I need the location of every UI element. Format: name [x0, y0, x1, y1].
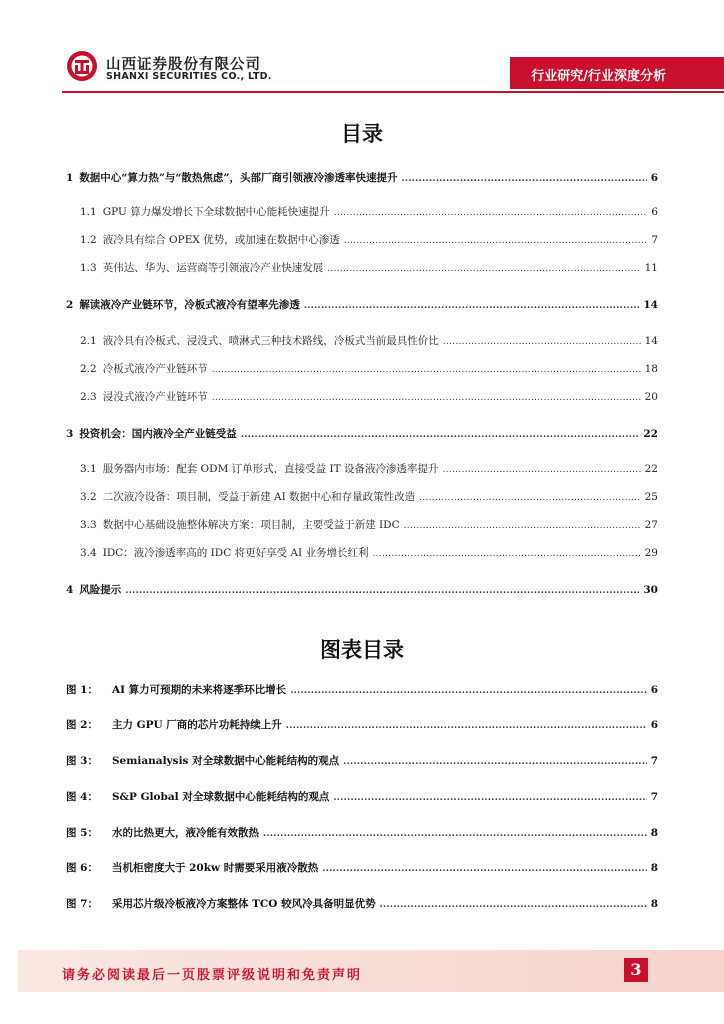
toc-entry-number: 1.1 — [80, 206, 97, 218]
dot-leader — [263, 827, 647, 839]
page-number: 3 — [624, 958, 648, 982]
toc-entry[interactable] — [80, 260, 658, 275]
figure-entry-number: 图 3： — [66, 755, 98, 767]
toc-entry-title: 液冷具有综合 OPEX 优势，或加速在数据中心渗透 — [102, 234, 340, 246]
toc-entry-title: IDC：液冷渗透率高的 IDC 将更好享受 AI 业务增长红利 — [102, 547, 369, 559]
toc-entry-title: 投资机会：国内液冷全产业链受益 — [79, 428, 237, 440]
dot-leader — [241, 428, 640, 440]
toc-entry-title: 二次液冷设备：项目制，受益于新建 AI 数据中心和存量政策性改造 — [102, 491, 416, 503]
toc-entry[interactable] — [66, 426, 658, 441]
dot-leader — [442, 463, 640, 475]
dot-leader — [125, 584, 639, 596]
toc-entry-number: 3.1 — [80, 463, 97, 475]
figure-entry-title: 水的比热更大，液冷能有效散热 — [111, 827, 259, 839]
toc-entry-page: 11 — [644, 262, 658, 274]
dot-leader — [286, 719, 647, 731]
toc-entry-number: 3 — [66, 428, 74, 440]
report-type-banner — [510, 57, 724, 89]
disclaimer-text: 请务必阅读最后一页股票评级说明和免责声明 — [62, 968, 363, 983]
dot-leader — [333, 791, 646, 803]
toc-entry-title: 解读液冷产业链环节，冷板式液冷有望率先渗透 — [79, 299, 300, 311]
figure-entry-number: 图 6： — [66, 862, 98, 874]
toc-entry[interactable] — [66, 170, 658, 185]
toc-entry-number: 1.2 — [80, 234, 97, 246]
figures-title: 图表目录 — [320, 638, 404, 662]
figure-entry[interactable] — [66, 896, 658, 911]
toc-entry-page: 22 — [644, 463, 658, 475]
toc-entry-page: 30 — [643, 584, 658, 596]
toc-entry-number: 1 — [66, 172, 74, 184]
page-footer — [0, 950, 724, 994]
figure-entry-page: 6 — [650, 684, 658, 696]
company-logo-icon — [66, 50, 98, 82]
figure-entry[interactable] — [66, 860, 658, 875]
figure-entry[interactable] — [66, 753, 658, 768]
figure-entry-title: Semianalysis 对全球数据中心能耗结构的观点 — [111, 755, 340, 767]
toc-entry-page: 18 — [644, 363, 658, 375]
toc-entry[interactable] — [80, 361, 658, 376]
toc-entry-number: 2 — [66, 299, 74, 311]
figure-entry-page: 8 — [650, 862, 658, 874]
dot-leader — [372, 547, 640, 559]
toc-entry-page: 6 — [651, 206, 658, 218]
toc-entry[interactable] — [80, 545, 658, 560]
figure-entry-page: 6 — [650, 719, 658, 731]
toc-entry-number: 3.2 — [80, 491, 97, 503]
figure-entry[interactable] — [66, 789, 658, 804]
dot-leader — [380, 898, 647, 910]
company-name-en: SHANXI SECURITIES CO., LTD. — [106, 71, 272, 82]
dot-leader — [322, 862, 646, 874]
figure-entry-page: 7 — [650, 791, 658, 803]
toc-entry[interactable] — [80, 389, 658, 404]
toc-entry-page: 29 — [644, 547, 658, 559]
figure-entry[interactable] — [66, 825, 658, 840]
dot-leader — [404, 519, 641, 531]
dot-leader — [304, 299, 640, 311]
figure-entry-number: 图 5： — [66, 827, 98, 839]
toc-entry-number: 2.2 — [80, 363, 97, 375]
toc-entry[interactable] — [66, 582, 658, 597]
report-type-label: 行业研究/行业深度分析 — [531, 69, 666, 84]
toc-entry[interactable] — [80, 517, 658, 532]
toc-entry-title: 数据中心基础设施整体解决方案：项目制，主要受益于新建 IDC — [102, 519, 400, 531]
toc-entry-page: 14 — [643, 299, 658, 311]
dot-leader — [212, 391, 641, 403]
header-divider — [62, 91, 724, 93]
toc-entry-number: 2.1 — [80, 335, 97, 347]
dot-leader — [419, 491, 641, 503]
toc-entry-title: 液冷具有冷板式、浸没式、喷淋式三种技术路线，冷板式当前最具性价比 — [102, 335, 439, 347]
figure-entry-number: 图 7： — [66, 898, 98, 910]
figure-entry-title: S&P Global 对全球数据中心能耗结构的观点 — [111, 791, 330, 803]
figure-entry-title: 采用芯片级冷板液冷方案整体 TCO 较风冷具备明显优势 — [111, 898, 376, 910]
toc-entry-number: 3.3 — [80, 519, 97, 531]
toc-entry-title: 风险提示 — [79, 584, 122, 596]
figure-entry-page: 7 — [650, 755, 658, 767]
dot-leader — [334, 206, 648, 218]
figure-entry-title: 主力 GPU 厂商的芯片功耗持续上升 — [111, 719, 282, 731]
toc-entry-page: 25 — [644, 491, 658, 503]
dot-leader — [401, 172, 646, 184]
toc-entry-title: 浸没式液冷产业链环节 — [102, 391, 208, 403]
toc-entry[interactable] — [80, 461, 658, 476]
toc-title: 目录 — [341, 122, 383, 146]
toc-entry[interactable] — [80, 489, 658, 504]
toc-entry[interactable] — [80, 204, 658, 219]
toc-entry[interactable] — [80, 232, 658, 247]
figure-entry[interactable] — [66, 682, 658, 697]
dot-leader — [327, 262, 640, 274]
dot-leader — [443, 335, 641, 347]
dot-leader — [290, 684, 647, 696]
toc-entry-number: 2.3 — [80, 391, 97, 403]
toc-entry-page: 14 — [644, 335, 658, 347]
toc-entry-title: 数据中心“算力热”与“散热焦虑”，头部厂商引领液冷渗透率快速提升 — [79, 172, 398, 184]
toc-entry-page: 20 — [644, 391, 658, 403]
toc-entry[interactable] — [66, 297, 658, 312]
figure-entry-page: 8 — [650, 827, 658, 839]
toc-entry-page: 22 — [643, 428, 658, 440]
toc-entry-title: 英伟达、华为、运营商等引领液冷产业快速发展 — [102, 262, 324, 274]
company-name-cn: 山西证券股份有限公司 — [106, 57, 261, 73]
dot-leader — [343, 755, 647, 767]
page-header — [0, 0, 724, 100]
figure-entry-number: 图 1： — [66, 684, 98, 696]
toc-entry[interactable] — [80, 333, 658, 348]
toc-entry-number: 1.3 — [80, 262, 97, 274]
toc-entry-page: 6 — [650, 172, 658, 184]
figure-entry-number: 图 2： — [66, 719, 98, 731]
dot-leader — [344, 234, 648, 246]
figure-entry-title: AI 算力可预期的未来将逐季环比增长 — [111, 684, 287, 696]
toc-entry-title: GPU 算力爆发增长下全球数据中心能耗快速提升 — [102, 206, 330, 218]
toc-entry-title: 冷板式液冷产业链环节 — [102, 363, 208, 375]
toc-entry-page: 27 — [644, 519, 658, 531]
figure-entry-page: 8 — [650, 898, 658, 910]
toc-entry-number: 3.4 — [80, 547, 97, 559]
figure-entry-number: 图 4： — [66, 791, 98, 803]
toc-entry-number: 4 — [66, 584, 74, 596]
dot-leader — [212, 363, 641, 375]
toc-entry-page: 7 — [651, 234, 658, 246]
figure-entry-title: 当机柜密度大于 20kw 时需要采用液冷散热 — [111, 862, 319, 874]
toc-entry-title: 服务器内市场：配套 ODM 订单形式，直接受益 IT 设备液冷渗透率提升 — [102, 463, 439, 475]
figure-entry[interactable] — [66, 717, 658, 732]
